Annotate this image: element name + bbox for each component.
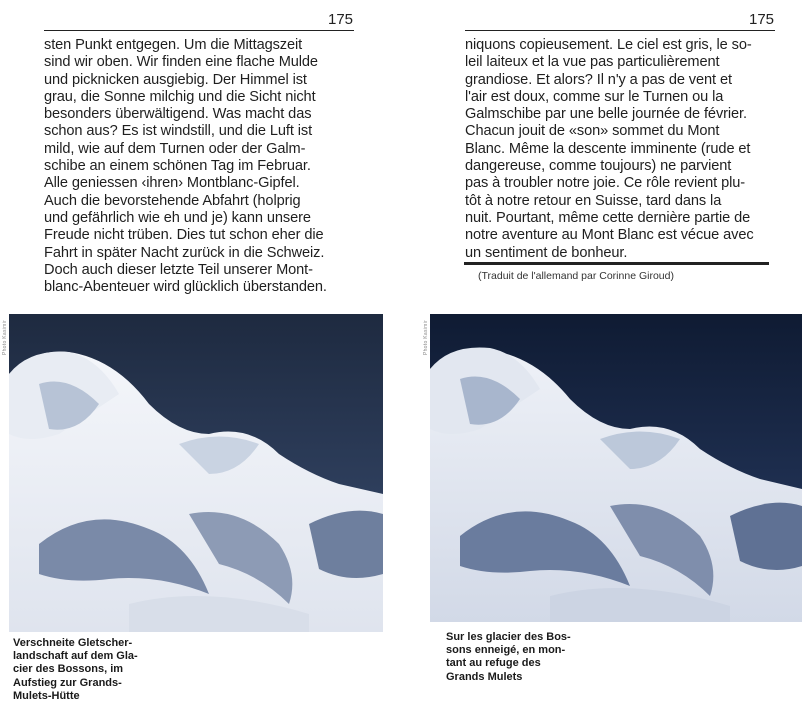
body-line: besonders überwältigend. Was macht das: [44, 106, 312, 123]
body-line: schibe an einem schönen Tag im Februar.: [44, 158, 311, 175]
right-photo-image: [430, 314, 802, 622]
caption-line: Aufstieg zur Grands-: [13, 676, 122, 689]
left-glacier-photo: [9, 314, 383, 632]
caption-line: Verschneite Gletscher-: [13, 637, 133, 649]
body-line: notre aventure au Mont Blanc est vécue avec: [465, 227, 754, 244]
body-line: und picknicken ausgiebig. Der Himmel ist: [44, 71, 307, 88]
right-body-text: [465, 37, 754, 262]
caption-line: Mulets-Hütte: [13, 689, 80, 702]
left-photo-image: [9, 314, 383, 632]
body-line: dangereuse, comme toujours) ne parvient: [465, 158, 732, 175]
caption-line: Sur les glacier des Bos-: [446, 631, 571, 643]
body-line: grandiose. Et alors? Il n'y a pas de vent et: [465, 71, 732, 88]
body-line: nuit. Pourtant, même cette dernière partie de: [465, 209, 751, 226]
caption-line: landschaft auf dem Gla-: [13, 650, 138, 663]
body-line: grau, die Sonne milchig und die Sicht nicht: [44, 88, 316, 105]
body-line: Fahrt in später Nacht zurück in die Schweiz.: [44, 244, 325, 261]
left-photo-caption: [13, 637, 138, 703]
body-line: pas à troubler notre joie. Ce rôle revient plu-: [465, 175, 746, 192]
body-line: blanc-Abenteuer wird glücklich überstanden.: [44, 279, 327, 296]
left-page-number: 175: [328, 11, 354, 28]
left-header-rule: [44, 30, 354, 31]
body-line: Freude nicht trüben. Dies tut schon eher die: [44, 227, 324, 244]
body-line: un sentiment de bonheur.: [465, 244, 628, 261]
body-line: Doch auch dieser letzte Teil unserer Mont-: [44, 261, 313, 278]
body-line: Blanc. Même la descente imminente (rude et: [465, 140, 751, 157]
right-page-number: 175: [749, 11, 775, 28]
body-line: schon aus? Es ist windstill, und die Luft ist: [44, 123, 313, 140]
body-line: sind wir oben. Wir finden eine flache Mulde: [44, 54, 318, 71]
body-line: und gefährlich wie eh und je) kann unsere: [44, 209, 311, 226]
caption-line: tant au refuge des: [446, 657, 541, 670]
left-photo-credit: Photo Kasimir: [2, 320, 8, 356]
body-line: leil laiteux et la vue pas particulièrement: [465, 54, 720, 71]
caption-line: Grands Mulets: [446, 670, 523, 683]
body-line: Alle geniessen ‹ihren› Montblanc-Gipfel.: [44, 175, 300, 192]
left-body-text: [44, 37, 327, 296]
caption-line: cier des Bossons, im: [13, 663, 124, 676]
credit-separator-rule: [464, 262, 769, 265]
body-line: sten Punkt entgegen. Um die Mittagszeit: [44, 37, 303, 53]
body-line: l'air est doux, comme sur le Turnen ou la: [465, 88, 724, 105]
caption-line: sons enneigé, en mon-: [446, 644, 566, 657]
body-line: Chacun jouit de «son» sommet du Mont: [465, 123, 720, 140]
body-line: Auch die bevorstehende Abfahrt (holprig: [44, 192, 301, 209]
body-line: mild, wie auf dem Turnen oder der Galm-: [44, 140, 306, 157]
body-line: tôt à notre retour en Suisse, tard dans la: [465, 192, 722, 209]
right-photo-caption: [446, 631, 571, 684]
right-photo-credit: Photo Kasimir: [423, 320, 429, 356]
body-line: Galmschibe par une belle journée de février.: [465, 106, 747, 123]
body-line: niquons copieusement. Le ciel est gris, le so-: [465, 37, 752, 53]
right-header-rule: [465, 30, 775, 31]
translation-credit: (Traduit de l'allemand par Corinne Giroud): [478, 270, 674, 282]
right-glacier-photo: [430, 314, 802, 622]
